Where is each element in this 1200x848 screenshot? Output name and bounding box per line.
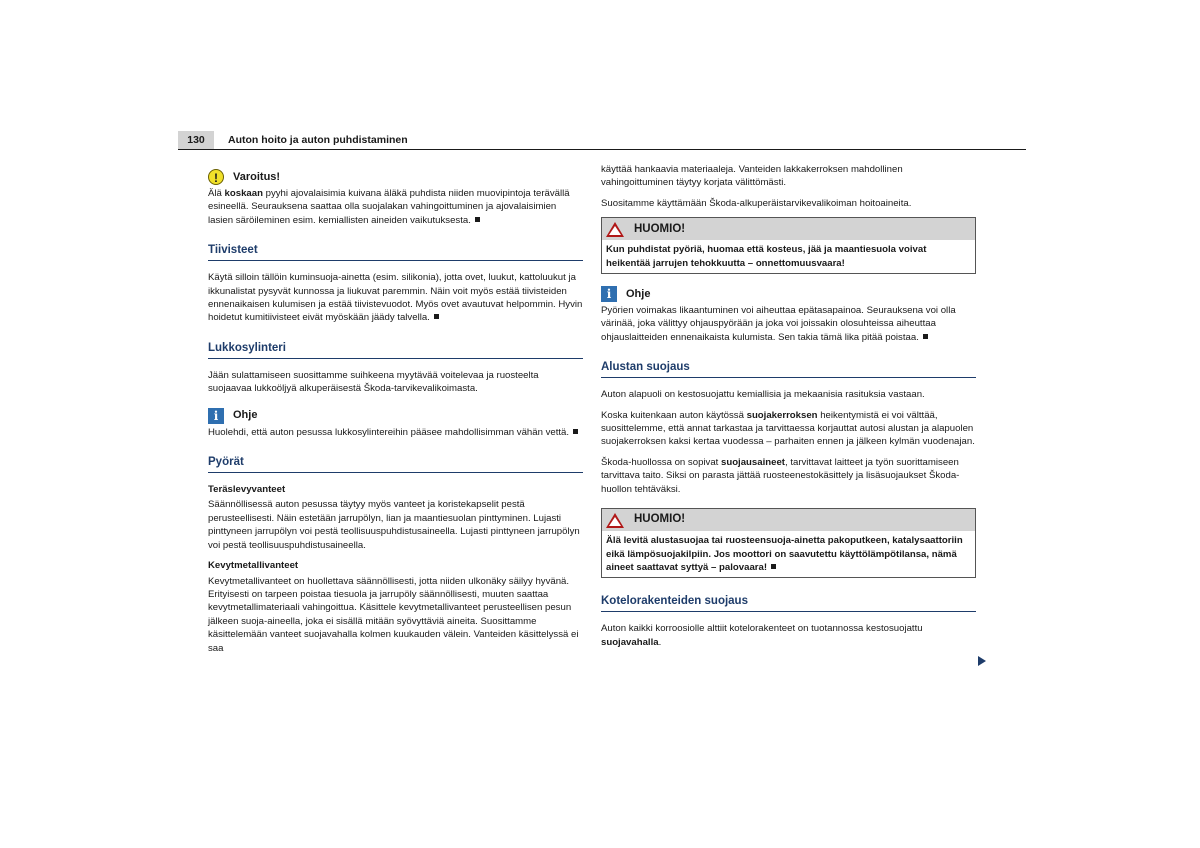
- section-heading-alustan-suojaus: Alustan suojaus: [601, 360, 976, 378]
- continue-arrow-icon: [978, 656, 986, 666]
- info-icon: i: [208, 408, 224, 424]
- warning-triangle-icon: [606, 513, 624, 528]
- section-heading-kotelorakenteiden-suojaus: Kotelorakenteiden suojaus: [601, 594, 976, 612]
- teraslevyvanteet-text: Säännöllisessä auton pesussa täytyy myös vanteet ja koristekapselit pestä perusteellisesti. Näin estetään jarrupölyn, lian ja maantiesuolan pinttyminen. Lujasti pinttyneen jarrupölyn voi pestä teollisuuspuhdistusaineella. Lujasti pinttyneen jarrupölyn voi pestä teollisuuspuhdistusaineella.: [208, 499, 580, 551]
- kevytmetallivanteet-text: Kevytmetallivanteet on huollettava säännöllisesti, jotta niiden ulkonäky säilyy hyvänä. Erityisesti on tarpeen poistaa tiesuola ja jarrupöly säännöllisesti, muuten saattaa kevytmetallimateriaali vahingoittua. Käsittele kevytmetallivanteet perusteellisen pesun jälkeen suoja-aineella, joka ei sisällä mitään syövyttäviä aineita. Suosittamme käsittelemään vanteet suojavahalla kolmen kuukauden välein. Vanteiden käsittelyssä ei saa: [208, 575, 579, 654]
- note-title: Ohje: [233, 409, 258, 422]
- page-header: [178, 131, 1026, 150]
- right-column: [601, 163, 976, 656]
- warning-heading: [208, 169, 583, 185]
- end-mark: [475, 217, 480, 222]
- end-mark: [573, 429, 578, 434]
- lukkosylinteri-text: Jään sulattamiseen suosittamme suihkeena myytävää voitelevaa ja ruosteelta suojaavaa lukkoöljyä alkuperäisestä Škoda-tarvikevalikoimasta.: [208, 369, 539, 395]
- section-heading-tiivisteet: Tiivisteet: [208, 243, 583, 261]
- info-icon: i: [601, 286, 617, 302]
- subheading-kevytmetallivanteet: Kevytmetallivanteet: [208, 560, 299, 572]
- note-text: Pyörien voimakas likaantuminen voi aiheuttaa epätasapainoa. Seurauksena voi olla värinää, joka välittyy ohjauspyörään ja joka voi joissakin olosuhteissa aiheuttaa ohjauslaitteiden ennenaikaista kulumista. Sen takia tämä lika pitää poistaa.: [601, 305, 956, 343]
- page-number: 130: [178, 131, 214, 149]
- end-mark: [434, 314, 439, 319]
- continued-text: käyttää hankaavia materiaaleja. Vanteiden lakkakerroksen mahdollinen vahingoittuminen täytyy korjata välittömästi.: [601, 164, 903, 189]
- caution-box: [601, 217, 976, 274]
- caution-heading: [602, 509, 975, 531]
- section-heading-pyorat: Pyörät: [208, 455, 583, 473]
- caution-title: HUOMIO!: [634, 222, 686, 235]
- chapter-title: Auton hoito ja auton puhdistaminen: [228, 134, 408, 146]
- kotelo-text: Auton kaikki korroosiolle alttiit kotelorakenteet on tuotannossa kestosuojattu suojavahalla.: [601, 623, 923, 648]
- end-mark: [771, 564, 776, 569]
- tiivisteet-text: Käytä silloin tällöin kuminsuoja-ainetta (esim. silikonia), jotta ovet, luukut, kattoluukut ja ikkunalistat pysyvät kunnossa ja liukuvat paremmin. Näin voit myös estää tiivisteiden ennenaikaisen kulumisen ja estää tiivistevuodot. Myös ovet avautuvat helpommin. Hyvin hoidetut kumitiivisteet eivät myöskään jäädy talvella.: [208, 272, 583, 324]
- alustan-p2: Koska kuitenkaan auton käytössä suojakerroksen heikentymistä ei voi välttää, suosittelemme, että annat tarkastaa ja tarvittaessa korjauttat autosi alustan ja alapuolen suojakerroksen kaksi kertaa vuodessa – parhaiten ennen ja jälkeen kylmän vuodenajan.: [601, 409, 975, 448]
- alustan-p1: Auton alapuoli on kestosuojattu kemiallisia ja mekaanisia rasituksia vastaan.: [601, 389, 925, 401]
- section-heading-lukkosylinteri: Lukkosylinteri: [208, 341, 583, 359]
- note-heading: [601, 286, 976, 302]
- note-heading: [208, 408, 583, 424]
- caution-heading: [602, 218, 975, 240]
- caution-text: Kun puhdistat pyöriä, huomaa että kosteus, jää ja maantiesuola voivat heikentää jarrujen tehokkuutta – onnettomuusvaara!: [606, 244, 927, 269]
- warning-text: Älä koskaan pyyhi ajovalaisimia kuivana äläkä puhdista niiden muovipintoja terävällä esineellä. Seurauksena saattaa olla suojalakan vahingoittuminen ja ajovalaisimien lasien säröileminen esim. kemiallisten aineiden vaikutuksesta.: [208, 188, 570, 226]
- warning-icon: !: [208, 169, 224, 185]
- left-column: [208, 163, 583, 662]
- note-text: Huolehdi, että auton pesussa lukkosylintereihin pääsee mahdollisimman vähän vettä.: [208, 426, 583, 439]
- warning-triangle-icon: [606, 222, 624, 237]
- recommend-text: Suositamme käyttämään Škoda-alkuperäistarvikevalikoiman hoitoaineita.: [601, 197, 912, 209]
- caution-title: HUOMIO!: [634, 513, 686, 526]
- subheading-teraslevyvanteet: Teräslevyvanteet: [208, 484, 286, 496]
- warning-title: Varoitus!: [233, 170, 281, 183]
- caution-text: Älä levitä alustasuojaa tai ruosteensuoja-ainetta pakoputkeen, katalysaattoriin eikä lämpösuojakilpiin. Jos moottori on saavutettu käyttölämpötilansa, nämä aineet saattavat syttyä – palovaara!: [606, 535, 963, 573]
- caution-box: [601, 508, 976, 578]
- note-title: Ohje: [626, 287, 651, 300]
- end-mark: [923, 334, 928, 339]
- alustan-p3: Škoda-huollossa on sopivat suojausaineet, tarvittavat laitteet ja työn suorittamiseen tarvittava taito. Siksi on parasta jättää ruosteenestokäsittely ja lisäsuojaukset Škoda-huollon tehtäväksi.: [601, 456, 960, 495]
